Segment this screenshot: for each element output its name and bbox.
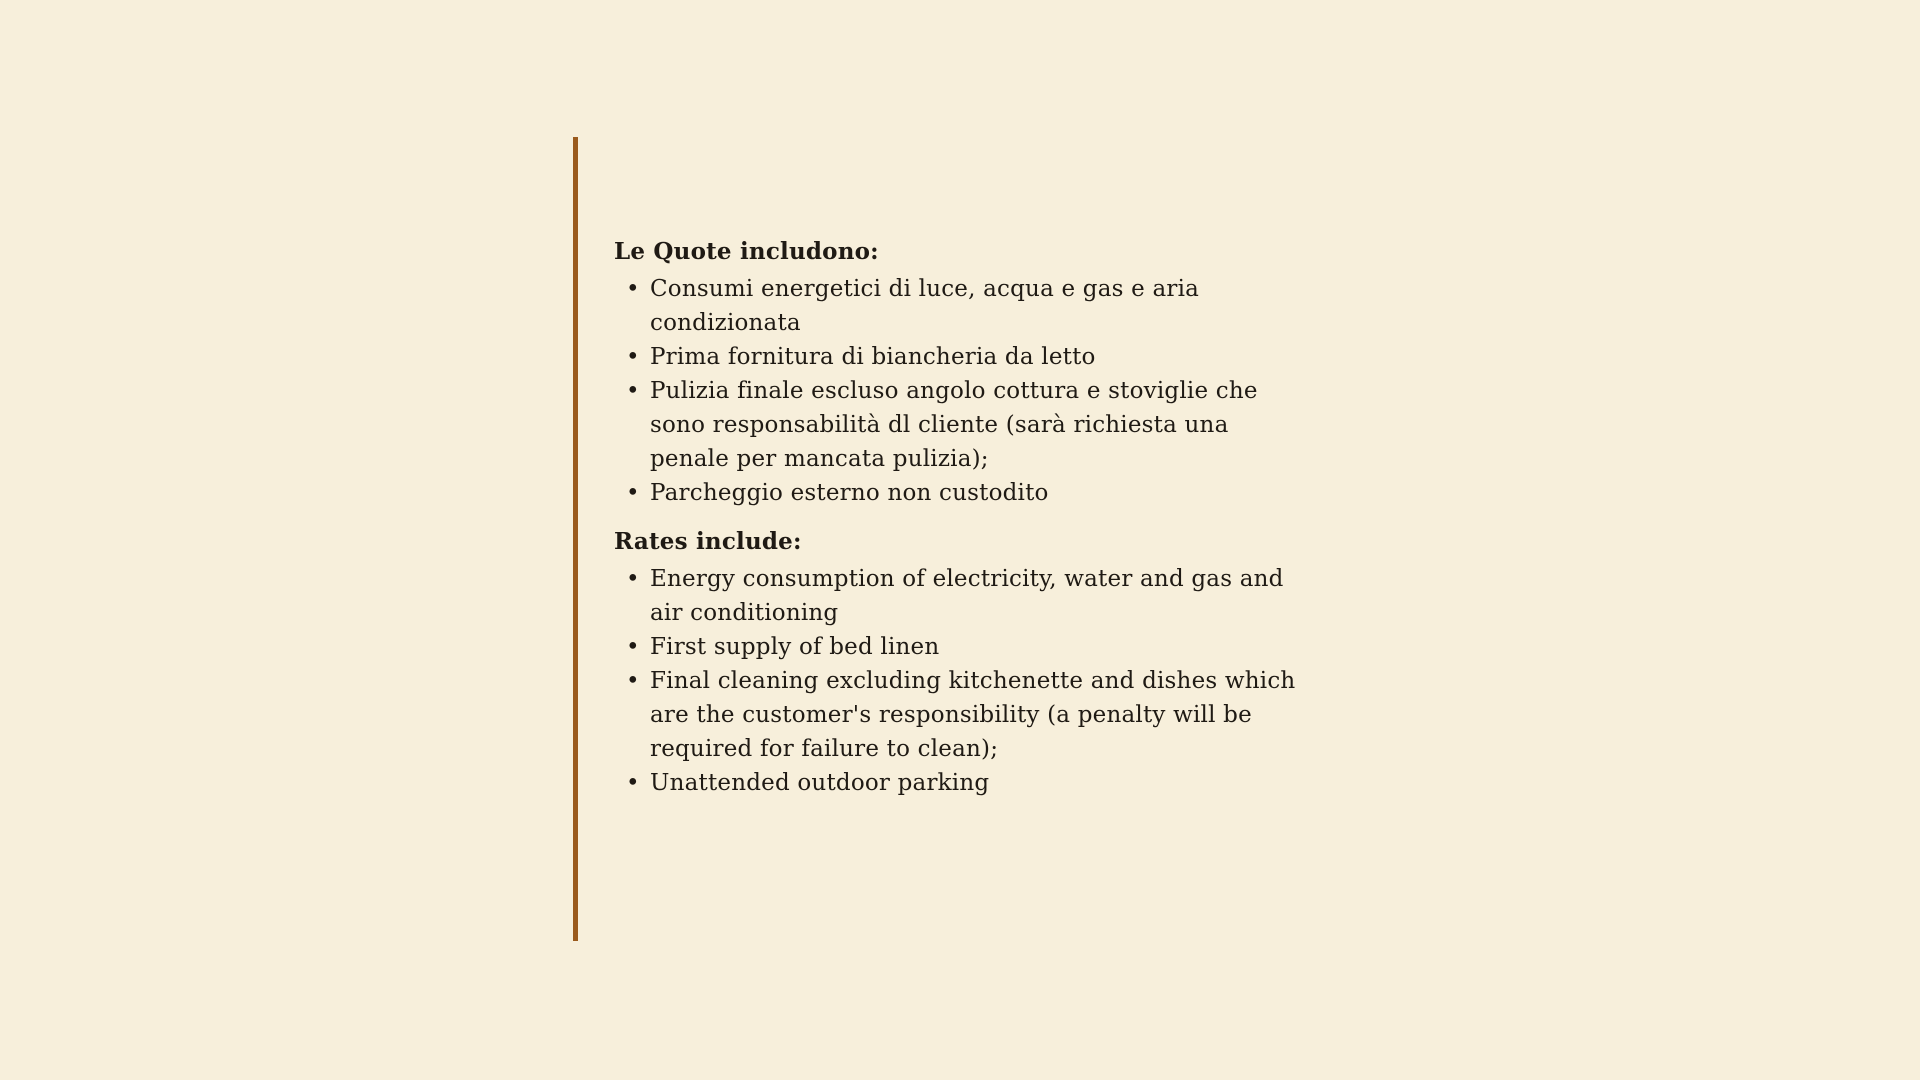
list-item-text: Energy consumption of electricity, water and gas and air conditioning (650, 566, 1284, 626)
list-item (614, 476, 1314, 510)
list-item-text: First supply of bed linen (650, 634, 940, 660)
list-item (614, 766, 1314, 800)
list-item-text: Consumi energetici di luce, acqua e gas e aria condizionata (650, 276, 1200, 336)
list-item-text: Parcheggio esterno non custodito (650, 480, 1049, 506)
accent-divider-bar (573, 137, 578, 941)
bullet-icon: • (626, 634, 640, 660)
italian-section-title: Le Quote includono: (614, 238, 879, 265)
english-list (614, 562, 1314, 800)
section-spacer (614, 510, 1314, 522)
italian-list (614, 272, 1314, 510)
english-section-title: Rates include: (614, 528, 802, 555)
rates-content (614, 232, 1314, 800)
bullet-icon: • (626, 770, 640, 796)
bullet-icon: • (626, 276, 640, 302)
bullet-icon: • (626, 566, 640, 592)
list-item (614, 340, 1314, 374)
list-item (614, 664, 1314, 766)
bullet-icon: • (626, 480, 640, 506)
list-item (614, 630, 1314, 664)
list-item-text: Prima fornitura di biancheria da letto (650, 344, 1096, 370)
list-item-text: Pulizia finale escluso angolo cottura e stoviglie che sono responsabilità dl cliente (sarà richiesta una penale per mancata pulizia); (650, 378, 1258, 472)
list-item (614, 272, 1314, 340)
bullet-icon: • (626, 668, 640, 694)
list-item (614, 374, 1314, 476)
list-item (614, 562, 1314, 630)
list-item-text: Unattended outdoor parking (650, 770, 990, 796)
bullet-icon: • (626, 378, 640, 404)
bullet-icon: • (626, 344, 640, 370)
list-item-text: Final cleaning excluding kitchenette and dishes which are the customer's responsibility (a penalty will be required for failure to clean); (650, 668, 1296, 762)
